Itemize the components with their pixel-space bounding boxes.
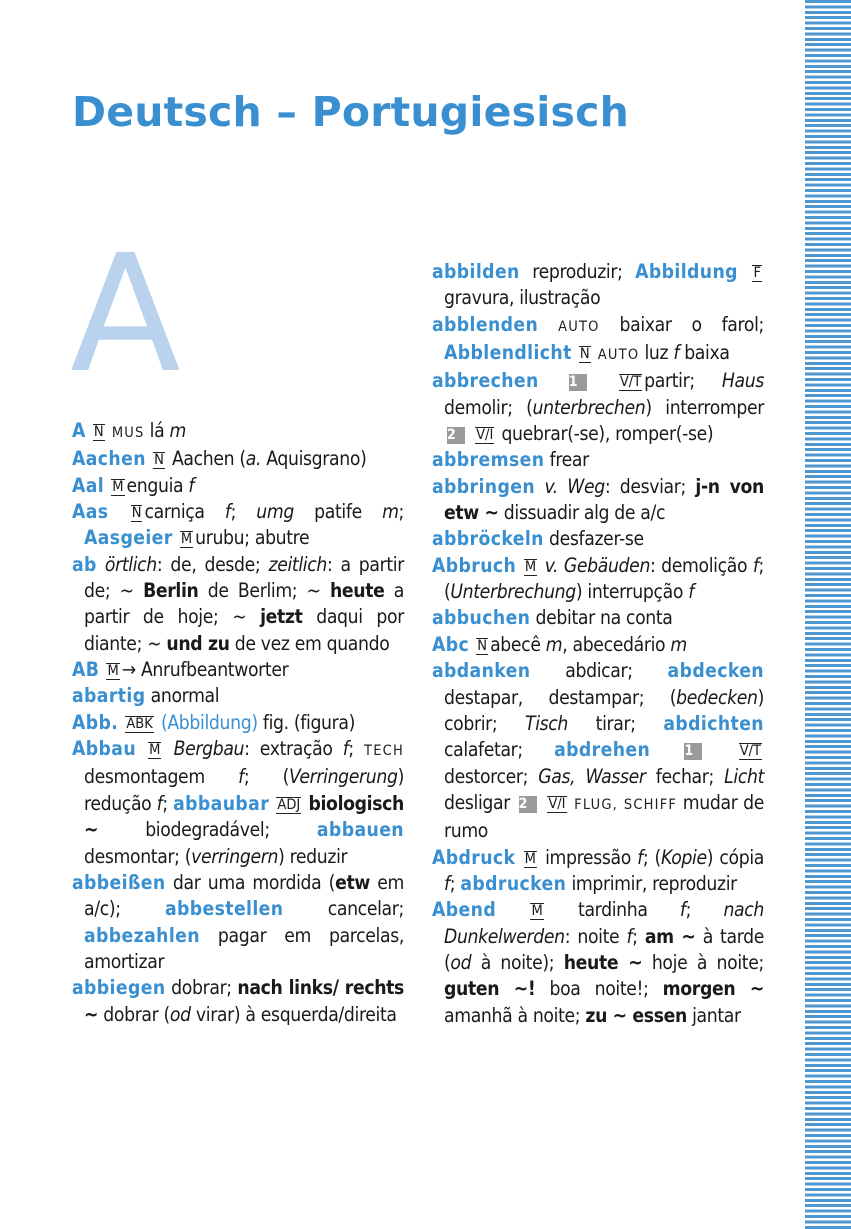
dictionary-entry xyxy=(72,446,404,472)
headword: Aachen xyxy=(72,447,146,471)
translation-text: imprimir, reproduzir xyxy=(566,871,737,895)
dictionary-entry xyxy=(72,418,404,446)
translation-text: baixa xyxy=(679,341,730,365)
translation-text: baixar o farol; xyxy=(599,312,764,336)
translation-text: abecê xyxy=(490,632,546,656)
grammar-tag: V/I xyxy=(476,427,494,444)
sense-number: 1 xyxy=(569,374,587,391)
translation-text: dobrar ( xyxy=(98,1002,170,1026)
grammar-tag: M xyxy=(531,903,543,920)
translation-text: a partir de hoje; ~ xyxy=(84,579,405,629)
translation-text: : demolição xyxy=(650,553,753,577)
headword: abbestellen xyxy=(164,897,284,921)
headword: abbremsen xyxy=(432,448,545,472)
translation-text: , abecedário xyxy=(562,632,671,656)
translation-text: demolir; ( xyxy=(444,395,533,419)
italic-note: f xyxy=(444,871,450,895)
side-thumb-index-stripes xyxy=(805,0,851,1229)
italic-note: f xyxy=(752,553,759,577)
dictionary-entry xyxy=(432,259,764,312)
headword: Abbruch xyxy=(432,553,517,577)
italic-note: f xyxy=(637,845,643,869)
translation-text: desligar xyxy=(444,790,516,814)
translation-text: ; xyxy=(162,791,174,815)
italic-note: Tisch xyxy=(525,711,569,735)
translation-text: desmontagem xyxy=(84,765,239,789)
grammar-tag: N xyxy=(477,637,488,654)
italic-note: f xyxy=(342,737,349,761)
translation-text: destorcer; xyxy=(444,764,539,788)
headword: Abb. xyxy=(72,710,119,734)
translation-text: ; xyxy=(449,871,461,895)
italic-note: Licht xyxy=(724,764,764,788)
translation-text: hoje à noite; xyxy=(642,950,764,974)
italic-note: f xyxy=(679,898,686,922)
bold-phrase: am ~ xyxy=(644,924,696,948)
translation-text: ; xyxy=(230,500,257,524)
translation-text: tirar; xyxy=(568,711,664,735)
translation-text: ; ( xyxy=(642,845,661,869)
dictionary-entry xyxy=(432,632,764,658)
translation-text: Aquisgrano) xyxy=(261,447,367,471)
headword: abbauen xyxy=(316,818,404,842)
italic-note: nach Dunkelwerden xyxy=(444,898,764,948)
translation-text xyxy=(97,553,105,576)
sense-number: 2 xyxy=(519,796,537,813)
dictionary-entry xyxy=(72,499,404,552)
dictionary-entry xyxy=(72,710,404,736)
italic-note: Unterbrechung xyxy=(450,580,576,604)
translation-text: ; xyxy=(632,924,645,948)
translation-text: : extração xyxy=(244,737,343,761)
italic-note: f xyxy=(224,500,231,524)
translation-text: amanhã à noite; xyxy=(444,1003,586,1027)
bold-phrase: guten ~! xyxy=(444,977,536,1001)
translation-text: → Anrufbeantworter xyxy=(121,658,289,682)
translation-text: tardinha xyxy=(545,898,680,922)
dictionary-entry xyxy=(72,683,404,709)
grammar-tag: M xyxy=(524,558,537,575)
sense-number: 1 xyxy=(684,743,702,760)
translation-text: carniça xyxy=(144,500,225,524)
page-title: Deutsch – Portugiesisch xyxy=(72,88,629,136)
italic-note: f xyxy=(673,341,680,365)
italic-note: Bergbau xyxy=(173,737,245,761)
translation-text: ) reduzir xyxy=(278,844,348,868)
italic-note: bedecken xyxy=(676,685,758,709)
bold-phrase: Berlin xyxy=(143,579,199,603)
translation-text: de Berlim; ~ xyxy=(198,579,330,603)
headword: abdrucken xyxy=(460,871,567,895)
grammar-tag: ADJ xyxy=(277,796,301,813)
dictionary-entry xyxy=(72,736,404,870)
translation-text: pagar em parcelas, amortizar xyxy=(84,923,404,973)
translation-text: Aachen ( xyxy=(166,447,246,471)
italic-note: umg xyxy=(256,500,294,524)
headword: abdrehen xyxy=(554,738,651,762)
translation-text: desmontar; ( xyxy=(84,844,192,868)
translation-text: patife xyxy=(293,500,383,524)
translation-text: abdicar; xyxy=(530,659,668,683)
translation-text: frear xyxy=(544,448,589,472)
translation-text: daqui por diante; ~ xyxy=(84,605,404,655)
dictionary-entry xyxy=(432,474,764,527)
italic-note: verringern xyxy=(191,844,279,868)
grammar-tag: N xyxy=(131,505,142,522)
translation-text xyxy=(269,792,274,815)
dictionary-entry xyxy=(432,447,764,473)
translation-text: anormal xyxy=(145,684,220,708)
italic-note: f xyxy=(688,580,694,604)
translation-text: : noite xyxy=(564,924,627,948)
italic-note: Gas, Wasser xyxy=(538,764,646,788)
translation-text: ) cobrir; xyxy=(444,685,764,735)
subject-label: AUTO xyxy=(597,347,640,364)
dictionary-column-left xyxy=(72,418,404,1028)
headword: abbiegen xyxy=(72,976,166,1000)
italic-note: m xyxy=(545,632,563,656)
headword: ab xyxy=(72,552,97,576)
grammar-tag: N xyxy=(154,452,164,469)
grammar-tag: M xyxy=(107,663,119,680)
translation-text: : de, desde; xyxy=(156,552,269,576)
dictionary-entry xyxy=(432,553,764,606)
dictionary-entry xyxy=(72,473,404,499)
bold-phrase: etw xyxy=(335,870,370,894)
italic-note: unterbrechen xyxy=(532,395,646,419)
translation-text: : desviar; xyxy=(604,474,696,498)
grammar-tag: V/T xyxy=(739,743,761,760)
headword: Abend xyxy=(432,898,497,922)
grammar-tag: N xyxy=(93,424,104,440)
italic-note: v. Weg xyxy=(544,474,605,498)
italic-note: m xyxy=(382,500,399,524)
translation-text: de vez em quando xyxy=(229,631,390,655)
dictionary-entry xyxy=(432,368,764,447)
sense-number: 2 xyxy=(447,427,465,444)
subject-label: FLUG, SCHIFF xyxy=(574,796,678,813)
translation-text: : a partir de; ~ xyxy=(84,552,404,603)
grammar-tag: M xyxy=(524,850,536,867)
headword: abdichten xyxy=(663,711,764,735)
italic-note: a. xyxy=(245,447,262,471)
italic-note: örtlich xyxy=(104,552,157,576)
translation-text: calafetar; xyxy=(444,738,555,762)
subject-label: MUS xyxy=(111,425,145,441)
translation-text: fechar; xyxy=(645,764,725,788)
headword: Abdruck xyxy=(432,845,516,869)
translation-text: debitar na conta xyxy=(530,606,673,630)
translation-text: fig. (figura) xyxy=(257,710,356,734)
dictionary-entry xyxy=(432,605,764,631)
translation-text: ; xyxy=(398,500,404,524)
italic-note: od xyxy=(169,1002,191,1026)
translation-text: gravura, ilustração xyxy=(444,286,601,310)
italic-note: od xyxy=(450,950,472,974)
grammar-tag: N xyxy=(579,346,590,363)
translation-text: dar uma mordida ( xyxy=(165,870,336,894)
italic-note: f xyxy=(238,765,244,789)
grammar-tag: M xyxy=(180,531,193,548)
headword: Aas xyxy=(72,500,109,524)
grammar-tag: M xyxy=(112,478,124,495)
dictionary-entry xyxy=(72,870,404,975)
italic-note: m xyxy=(670,632,687,656)
italic-note: f xyxy=(156,791,163,815)
headword: abbringen xyxy=(432,474,536,498)
translation-text: enguia xyxy=(126,473,189,497)
translation-text: jantar xyxy=(686,1003,741,1027)
headword: abbröckeln xyxy=(432,527,544,551)
translation-text: ) cópia xyxy=(706,845,764,869)
translation-text: lá xyxy=(144,419,170,442)
headword: abbrechen xyxy=(432,369,539,393)
translation-text: ; ( xyxy=(444,553,765,604)
dictionary-entry xyxy=(72,552,404,657)
headword: abbaubar xyxy=(173,791,270,815)
translation-text: impressão xyxy=(538,845,638,869)
translation-text xyxy=(538,313,558,336)
grammar-tag: M xyxy=(149,742,161,759)
grammar-tag: V/T xyxy=(619,374,642,391)
translation-text: dobrar; xyxy=(165,976,238,1000)
translation-text: ) redução xyxy=(84,765,404,815)
italic-note: Haus xyxy=(721,369,764,393)
subject-label: AUTO xyxy=(558,318,600,335)
translation-text: à noite); xyxy=(471,950,564,974)
italic-note: Verringerung xyxy=(289,765,398,789)
cross-reference: (Abbildung) xyxy=(160,710,258,734)
translation-text: ; xyxy=(348,737,365,761)
translation-text: quebrar(-se), romper(-se) xyxy=(496,422,714,446)
dictionary-entry xyxy=(432,897,764,1029)
translation-text: biodegradável; xyxy=(98,818,317,842)
translation-text: destapar, destampar; ( xyxy=(444,685,677,709)
headword: Abbau xyxy=(72,737,137,761)
translation-text: ) interrupção xyxy=(575,580,689,604)
translation-text: partir; xyxy=(644,369,722,393)
bold-phrase: j-n von etw ~ xyxy=(444,474,764,525)
dictionary-entry xyxy=(432,845,764,898)
translation-text: boa noite!; xyxy=(535,977,663,1001)
bold-phrase: nach links/ rechts ~ xyxy=(84,976,404,1026)
translation-text: virar) à esquerda/direita xyxy=(190,1002,397,1026)
dictionary-entry xyxy=(432,312,764,369)
translation-text: luz xyxy=(639,341,674,365)
dictionary-column-right xyxy=(432,259,764,1029)
headword: Abbildung xyxy=(635,260,738,283)
headword: Aasgeier xyxy=(84,526,173,550)
translation-text: mudar de rumo xyxy=(444,790,764,843)
italic-note: Kopie xyxy=(660,845,707,869)
bold-phrase: morgen ~ xyxy=(662,977,764,1001)
section-letter: A xyxy=(70,221,181,409)
translation-text: cancelar; xyxy=(283,897,404,921)
dictionary-entry xyxy=(72,975,404,1028)
translation-text: dissuadir alg de a/c xyxy=(498,501,666,525)
subject-label: TECH xyxy=(364,743,404,760)
headword: abbilden xyxy=(432,260,520,283)
italic-note: v. Gebäuden xyxy=(544,553,651,577)
headword: A xyxy=(72,419,86,442)
bold-phrase: biologisch ~ xyxy=(84,791,404,842)
translation-text: à tarde ( xyxy=(444,924,764,974)
bold-phrase: und zu xyxy=(166,631,230,655)
dictionary-entry xyxy=(72,657,404,683)
headword: abartig xyxy=(72,684,146,708)
grammar-tag: ABK xyxy=(126,715,153,732)
grammar-tag: V/I xyxy=(548,795,566,812)
italic-note: zeitlich xyxy=(268,552,327,576)
bold-phrase: heute xyxy=(329,579,385,603)
translation-text: reproduzir; xyxy=(519,260,636,283)
translation-text: ) interromper xyxy=(645,395,765,419)
translation-text: urubu; abutre xyxy=(195,526,310,550)
translation-text: ; ( xyxy=(243,765,290,789)
headword: abdecken xyxy=(667,659,764,683)
italic-note: f xyxy=(188,473,195,497)
headword: abbuchen xyxy=(432,606,531,630)
translation-text: em a/c); xyxy=(84,870,405,921)
bold-phrase: heute ~ xyxy=(563,950,643,974)
headword: Abc xyxy=(432,632,470,656)
bold-phrase: jetzt xyxy=(260,605,303,629)
headword: Aal xyxy=(72,473,105,497)
dictionary-entry xyxy=(432,526,764,552)
bold-phrase: zu ~ essen xyxy=(585,1003,687,1027)
headword: Abblendlicht xyxy=(444,341,572,365)
italic-note: f xyxy=(626,924,633,948)
headword: abdanken xyxy=(432,659,531,683)
headword: AB xyxy=(72,658,100,682)
dictionary-entry xyxy=(432,658,764,844)
grammar-tag: F xyxy=(753,265,761,281)
headword: abbezahlen xyxy=(84,923,200,947)
translation-text: ; xyxy=(685,898,724,922)
headword: abblenden xyxy=(432,312,539,336)
translation-text: desfazer-se xyxy=(543,527,644,551)
headword: abbeißen xyxy=(72,870,166,894)
italic-note: m xyxy=(169,419,186,442)
